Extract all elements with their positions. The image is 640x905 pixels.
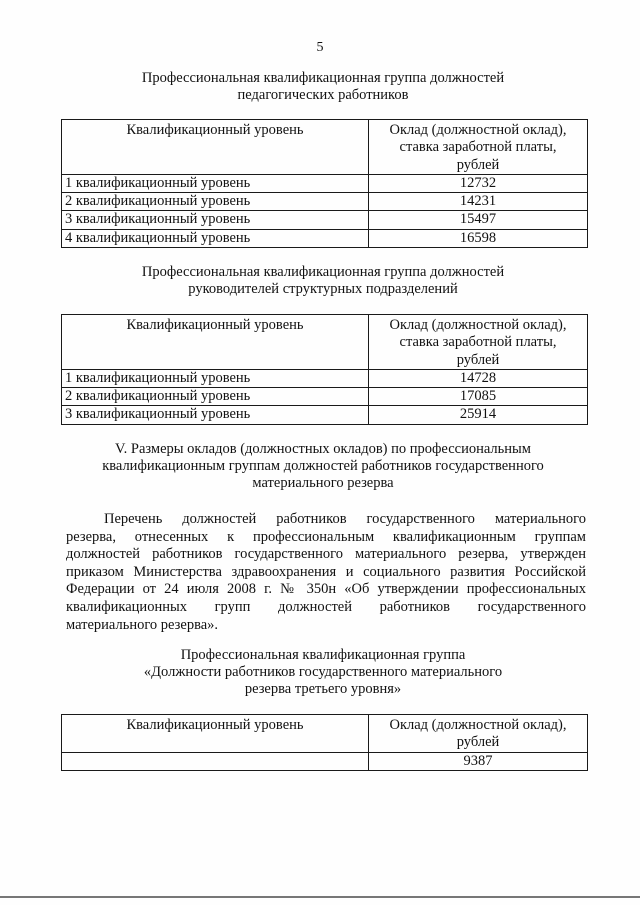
table-row [62, 388, 588, 406]
section2-title-line: руководителей структурных подразделений [188, 281, 458, 297]
row-level: 3 квалификационный уровень [62, 406, 369, 424]
section3-title-line: резерва третьего уровня» [244, 681, 402, 697]
row-value: 12732 [369, 174, 588, 192]
table-row [62, 193, 588, 211]
row-value: 25914 [369, 406, 588, 424]
chapter5-title-line: материального резерва [252, 475, 394, 491]
table-header-row [62, 715, 588, 753]
section3-table [61, 714, 588, 771]
section2-table [61, 314, 588, 425]
row-level: 3 квалификационный уровень [62, 211, 369, 229]
bottom-edge-line [0, 896, 640, 898]
row-value: 14728 [369, 369, 588, 387]
paragraph-line: резерва, отнесенных к профессиональным квалификационным группам [66, 528, 586, 545]
paragraph-line: квалификационных групп должностей работников государственного [66, 598, 586, 615]
section3-title [60, 647, 586, 698]
paragraph-line: должностей работников государственного материального резерва, утвержден [66, 546, 586, 563]
header-level: Квалификационный уровень [62, 315, 369, 370]
section3-title-line: «Должности работников государственного материального [143, 664, 503, 680]
section3-title-line: Профессиональная квалификационная группа [180, 647, 466, 663]
row-level: 1 квалификационный уровень [62, 369, 369, 387]
table-row [62, 406, 588, 424]
paragraph-line: Федерации от 24 июля 2008 г. № 350н «Об утверждении профессиональных [66, 581, 586, 598]
table-row [62, 229, 588, 247]
paragraph-line: приказом Министерства здравоохранения и социального развития Российской [66, 563, 586, 580]
row-level: 1 квалификационный уровень [62, 174, 369, 192]
table-row [62, 752, 588, 770]
table-header-row [62, 315, 588, 370]
row-level [62, 752, 369, 770]
row-value: 14231 [369, 193, 588, 211]
section1-title [60, 70, 586, 104]
header-salary: Оклад (должностной оклад), рублей [369, 715, 588, 753]
chapter5-title-line: V. Размеры окладов (должностных окладов) по профессиональным [115, 441, 531, 457]
row-value: 15497 [369, 211, 588, 229]
header-level: Квалификационный уровень [62, 120, 369, 175]
row-value: 17085 [369, 388, 588, 406]
chapter5-title-line: квалификационным группам должностей работников государственного [102, 458, 544, 474]
paragraph-line: Перечень должностей работников государственного материального [104, 511, 586, 527]
paragraph-line: материального резерва». [66, 616, 219, 633]
header-level: Квалификационный уровень [62, 715, 369, 753]
section1-title-line: педагогических работников [237, 87, 409, 103]
section1-table [61, 119, 588, 248]
table-row [62, 174, 588, 192]
section1-title-line: Профессиональная квалификационная группа должностей [141, 70, 505, 86]
row-level: 4 квалификационный уровень [62, 229, 369, 247]
chapter5-paragraph [66, 511, 586, 634]
section2-title-line: Профессиональная квалификационная группа должностей [141, 264, 505, 280]
page-number: 5 [316, 40, 324, 55]
table-row [62, 211, 588, 229]
table-header-row [62, 120, 588, 175]
section2-title [60, 264, 586, 298]
table-row [62, 369, 588, 387]
row-level: 2 квалификационный уровень [62, 193, 369, 211]
row-value: 9387 [369, 752, 588, 770]
row-level: 2 квалификационный уровень [62, 388, 369, 406]
chapter5-title [60, 441, 586, 492]
row-value: 16598 [369, 229, 588, 247]
header-salary: Оклад (должностной оклад), ставка заработной платы, рублей [369, 120, 588, 175]
header-salary: Оклад (должностной оклад), ставка заработной платы, рублей [369, 315, 588, 370]
